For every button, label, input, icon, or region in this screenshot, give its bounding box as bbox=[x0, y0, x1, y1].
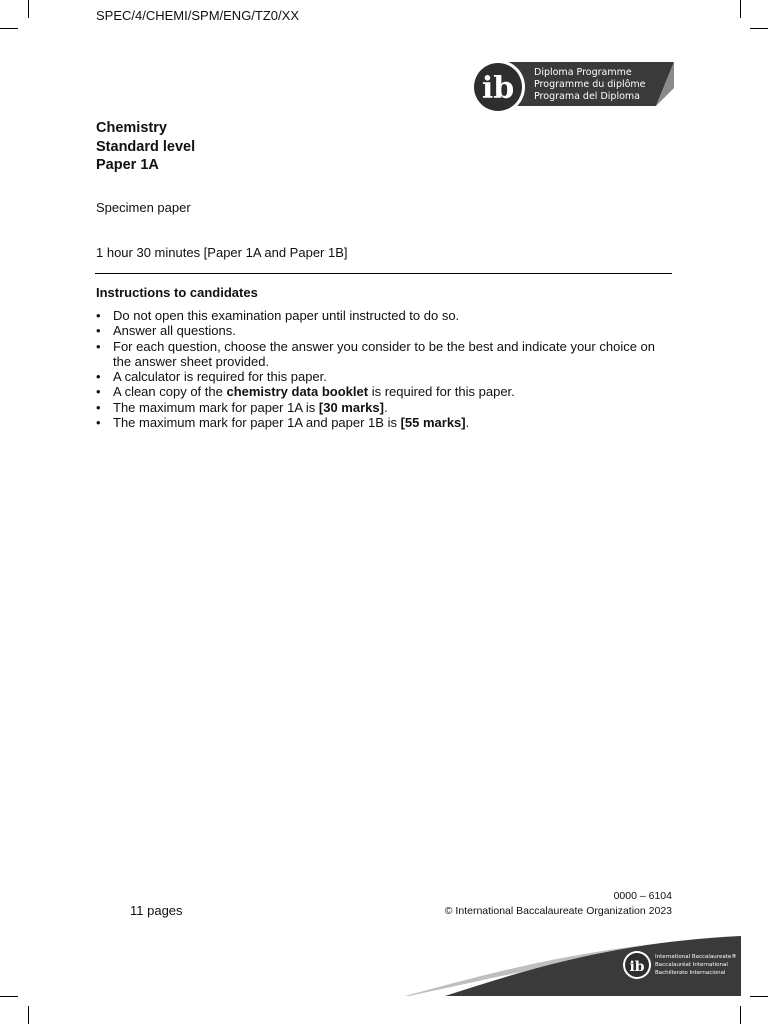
exam-duration: 1 hour 30 minutes [Paper 1A and Paper 1B] bbox=[96, 245, 348, 260]
crop-mark bbox=[28, 1006, 29, 1024]
instruction-item: • Answer all questions. bbox=[96, 323, 236, 339]
crop-mark bbox=[750, 28, 768, 29]
crop-mark bbox=[0, 28, 18, 29]
instruction-item: • Do not open this examination paper until instructed to do so. bbox=[96, 308, 460, 323]
instruction-item: • A calculator is required for this paper. bbox=[96, 369, 327, 385]
bullet: • bbox=[96, 384, 101, 400]
divider bbox=[95, 273, 672, 274]
svg-text:Baccalauréat International: Baccalauréat International bbox=[655, 962, 728, 968]
instructions-list bbox=[96, 308, 676, 430]
instruction-item: • For each question, choose the answer you consider to be the best and indicate your choice on the answer sheet provided. bbox=[96, 338, 656, 369]
subject-level: Standard level bbox=[96, 138, 196, 155]
svg-text:International Baccalaureate®: International Baccalaureate® bbox=[655, 954, 737, 960]
instruction-item: • A clean copy of the chemistry data booklet is required for this paper. bbox=[96, 384, 515, 400]
crop-mark bbox=[750, 996, 768, 997]
ib-organization-logo bbox=[405, 932, 745, 998]
paper-code: SPEC/4/CHEMI/SPM/ENG/TZ0/XX bbox=[96, 8, 299, 23]
svg-text:Programme du diplôme: Programme du diplôme bbox=[534, 79, 646, 90]
svg-text:ib: ib bbox=[629, 959, 645, 975]
bullet: • bbox=[96, 338, 101, 354]
copyright-notice: © International Baccalaureate Organization 2023 bbox=[444, 905, 672, 917]
emphasis: [30 marks] bbox=[318, 399, 384, 415]
svg-text:Bachillerato Internacional: Bachillerato Internacional bbox=[655, 970, 726, 976]
bullet: • bbox=[96, 308, 101, 323]
emphasis: chemistry data booklet bbox=[226, 384, 369, 400]
crop-mark bbox=[740, 1006, 741, 1024]
svg-text:Programa del Diploma: Programa del Diploma bbox=[534, 91, 640, 102]
emphasis: [55 marks] bbox=[400, 415, 466, 431]
svg-text:Diploma Programme: Diploma Programme bbox=[534, 67, 632, 78]
instruction-item: • The maximum mark for paper 1A and paper 1B is [55 marks]. bbox=[96, 415, 470, 431]
bullet: • bbox=[96, 415, 101, 431]
svg-text:ib: ib bbox=[481, 71, 515, 106]
bullet: • bbox=[96, 399, 101, 415]
paper-name: Paper 1A bbox=[96, 157, 159, 173]
crop-mark bbox=[0, 996, 18, 997]
document-code: 0000 – 6104 bbox=[613, 890, 672, 902]
crop-mark bbox=[28, 0, 29, 18]
instructions-heading: Instructions to candidates bbox=[96, 285, 258, 300]
bullet: • bbox=[96, 369, 101, 385]
specimen-label: Specimen paper bbox=[96, 200, 191, 215]
crop-mark bbox=[740, 0, 741, 18]
exam-title bbox=[96, 119, 195, 175]
subject-name: Chemistry bbox=[96, 120, 167, 136]
instruction-item: • The maximum mark for paper 1A is [30 marks]. bbox=[96, 399, 388, 415]
ib-diploma-logo bbox=[470, 58, 674, 116]
page-count: 11 pages bbox=[130, 903, 183, 918]
bullet: • bbox=[96, 323, 101, 339]
